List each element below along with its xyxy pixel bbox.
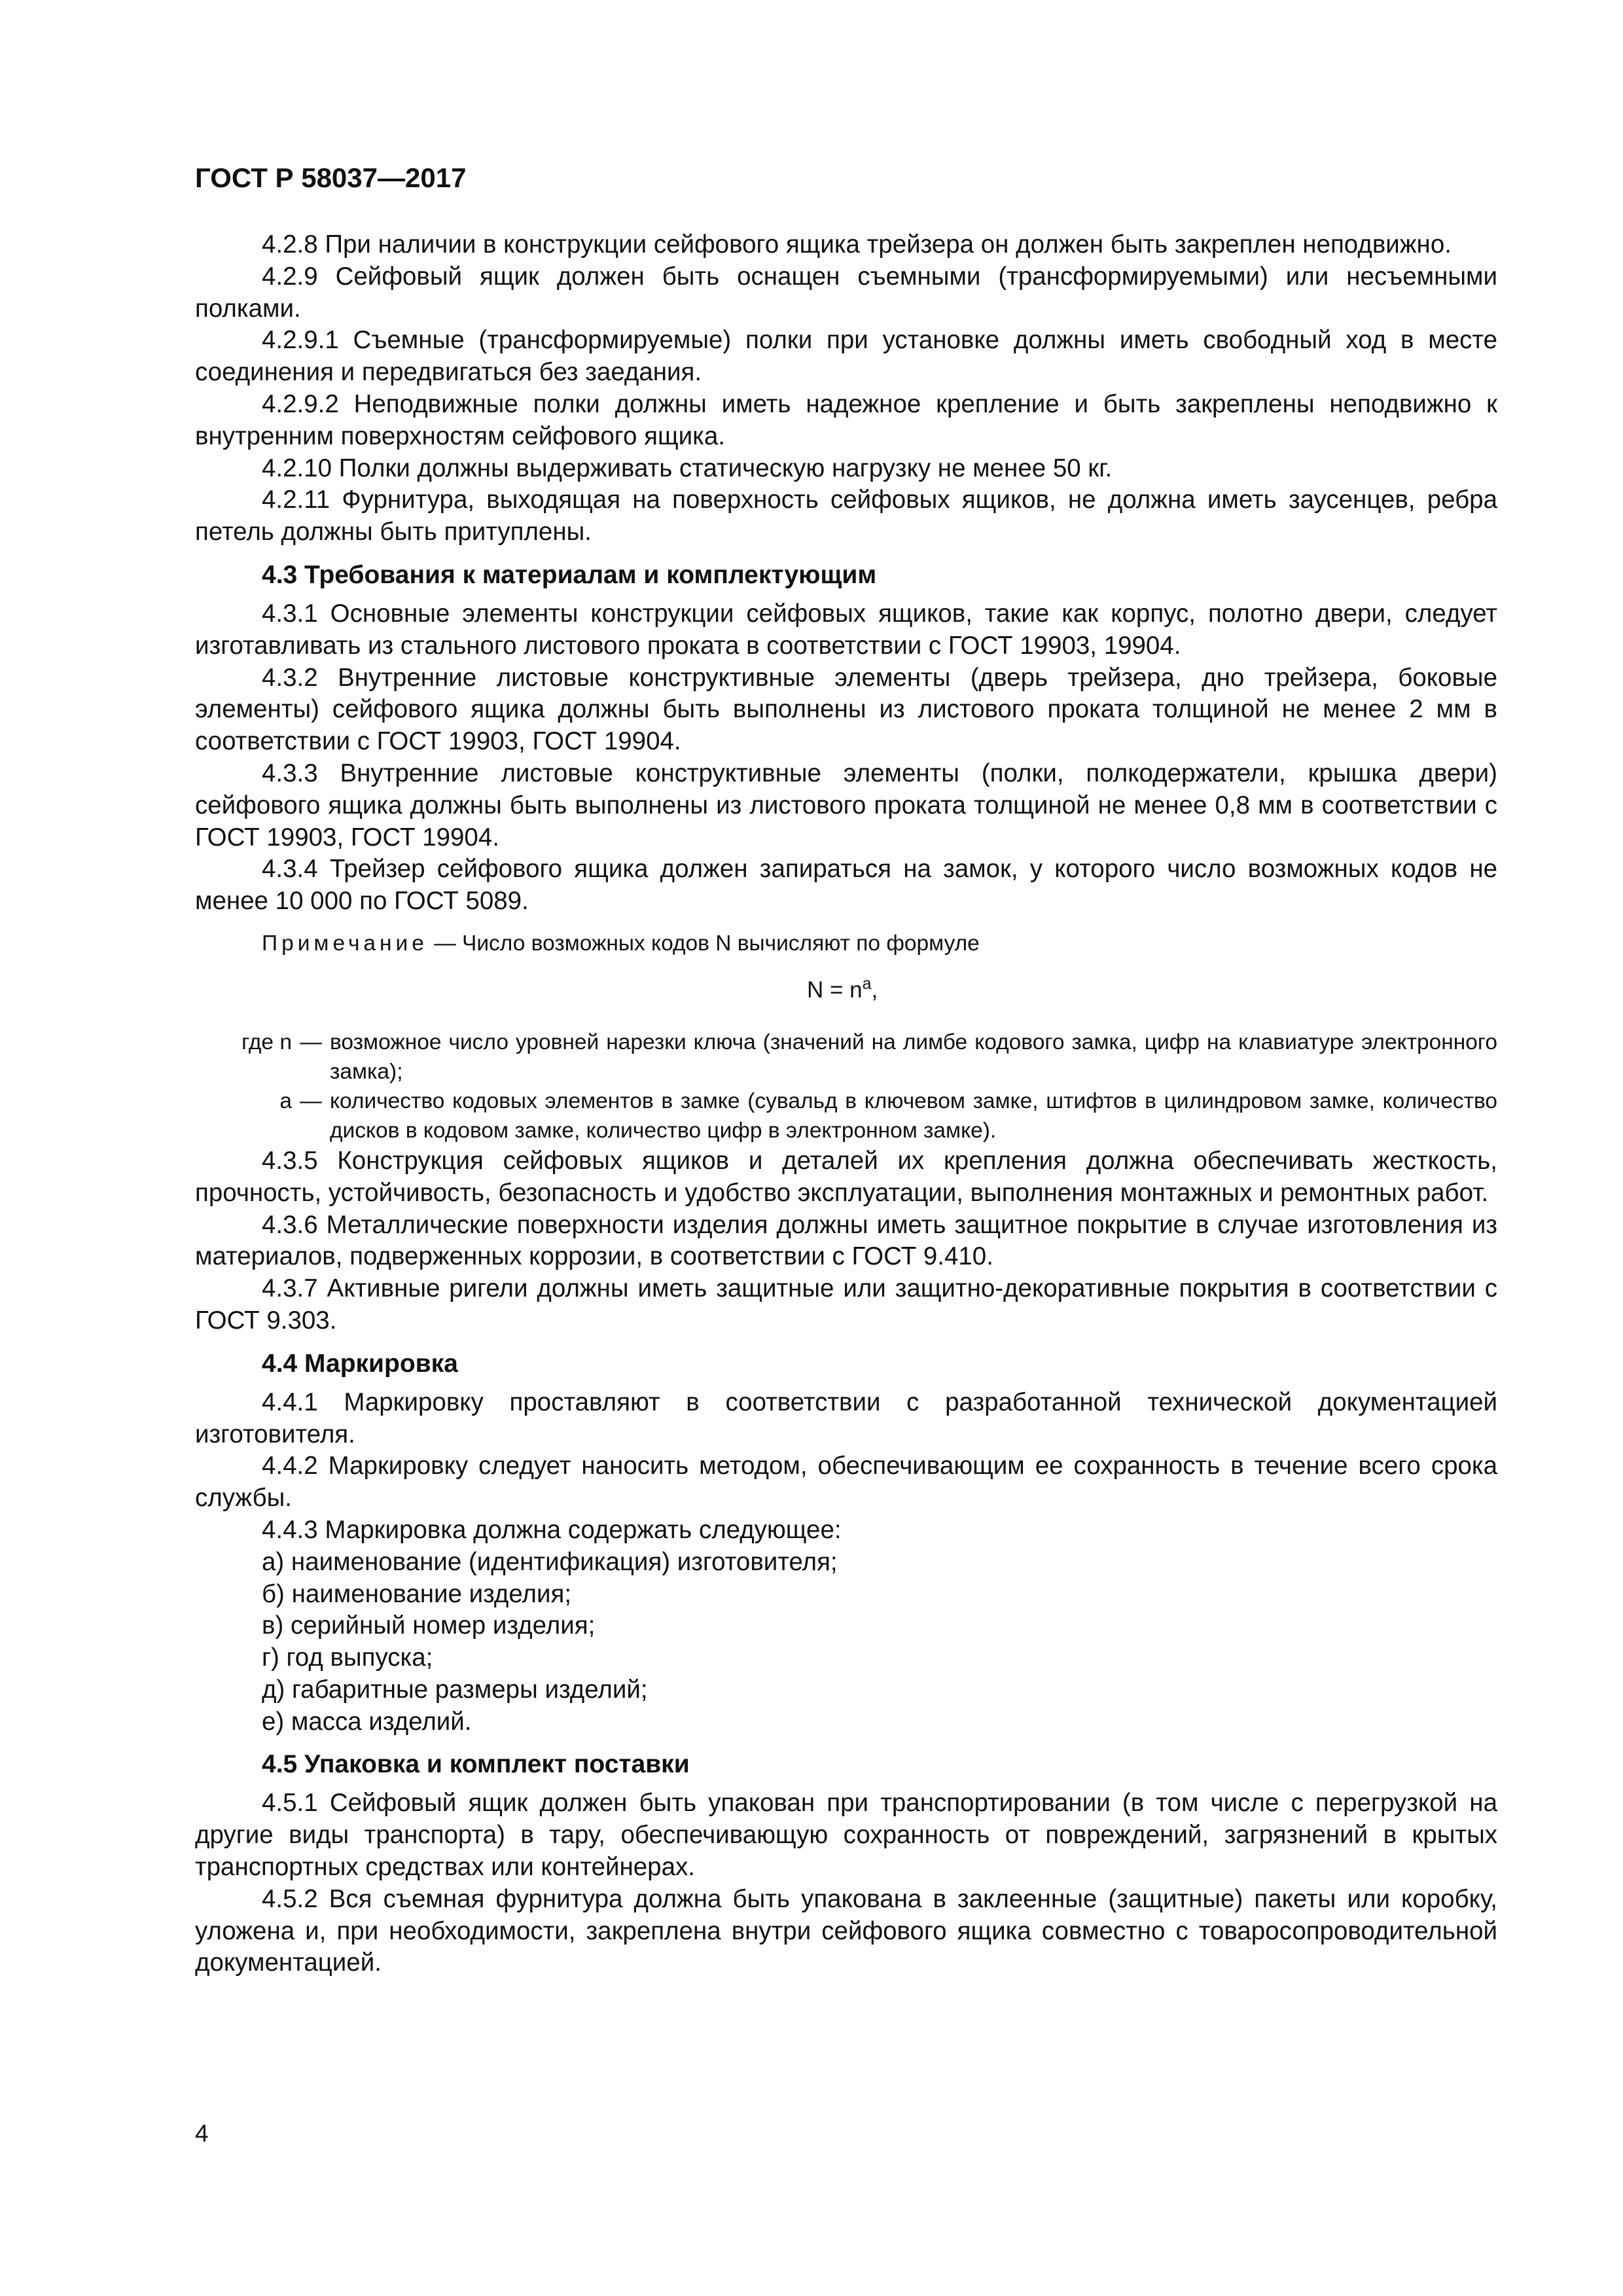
definition-text: возможное число уровней нарезки ключа (значений на лимбе кодового замка, цифр на клавиатуре электронного замка); — [330, 1030, 1497, 1084]
section-heading-4-5: 4.5 Упаковка и комплект поставки — [262, 1750, 690, 1779]
list-item: г) год выпуска; — [262, 1643, 433, 1672]
definition-term: где n — [241, 1030, 292, 1054]
definition-dash: — — [300, 1030, 322, 1054]
list-item: а) наименование (идентификация) изготовителя; — [262, 1547, 838, 1576]
paragraph-4-3-6: 4.3.6 Металлические поверхности изделия должны иметь защитное покрытие в случае изготовления из материалов, подверженных коррозии, в соответствии с ГОСТ 9.410. — [195, 1210, 1497, 1271]
page-number: 4 — [195, 2120, 209, 2147]
note — [195, 929, 1497, 958]
paragraph-4-2-9-2: 4.2.9.2 Неподвижные полки должны иметь надежное крепление и быть закреплены неподвижно к внутренним поверхностям сейфового ящика. — [195, 389, 1497, 450]
paragraph-4-2-9: 4.2.9 Сейфовый ящик должен быть оснащен съемными (трансформируемыми) или несъемными полками. — [195, 262, 1497, 323]
formula — [195, 975, 1497, 1005]
formula-exponent: a — [862, 974, 872, 993]
paragraph-4-3-2: 4.3.2 Внутренние листовые конструктивные элементы (дверь трейзера, дно трейзера, боковые элементы) сейфового ящика должны быть выполнены из листового проката толщиной не менее 2 мм в соответствии с ГОСТ 19903, ГОСТ 19904. — [195, 663, 1497, 756]
paragraph-4-2-9-1: 4.2.9.1 Съемные (трансформируемые) полки при установке должны иметь свободный ход в месте соединения и передвигаться без заедания. — [195, 326, 1497, 387]
list-item: е) масса изделий. — [262, 1707, 472, 1736]
formula-definitions — [195, 1028, 1497, 1145]
paragraph-4-5-2: 4.5.2 Вся съемная фурнитура должна быть упакована в заклеенные (защитные) пакеты или коробку, уложена и, при необходимости, закреплена внутри сейфового ящика совместно с товаросопроводительной документацией. — [195, 1884, 1497, 1977]
section-heading-4-4: 4.4 Маркировка — [262, 1349, 458, 1378]
paragraph-4-5-1: 4.5.1 Сейфовый ящик должен быть упакован при транспортировании (в том числе с перегрузкой на другие виды транспорта) в тару, обеспечивающую сохранность от повреждений, загрязнений в крытых транспортных средствах или контейнерах. — [195, 1789, 1497, 1882]
note-label: Примечание — [262, 931, 428, 956]
definition-a — [195, 1086, 1497, 1145]
note-text: — Число возможных кодов N вычисляют по формуле — [427, 931, 980, 956]
paragraph-4-3-4: 4.3.4 Трейзер сейфового ящика должен запираться на замок, у которого число возможных кодов не менее 10 000 по ГОСТ 5089. — [195, 855, 1497, 916]
list-item: д) габаритные размеры изделий; — [262, 1675, 648, 1704]
paragraph-4-3-5: 4.3.5 Конструкция сейфовых ящиков и деталей их крепления должна обеспечивать жесткость, прочность, устойчивость, безопасность и удобство эксплуатации, выполнения монтажных и ремонтных работ. — [195, 1146, 1497, 1207]
paragraph-4-3-7: 4.3.7 Активные ригели должны иметь защитные или защитно-декоративные покрытия в соответствии с ГОСТ 9.303. — [195, 1274, 1497, 1335]
list-item: в) серийный номер изделия; — [262, 1611, 596, 1640]
definition-term: a — [279, 1088, 292, 1113]
list-item: б) наименование изделия; — [262, 1579, 572, 1608]
standard-code-header: ГОСТ Р 58037—2017 — [195, 162, 467, 193]
paragraph-4-4-3: 4.4.3 Маркировка должна содержать следующее: — [262, 1515, 842, 1544]
definition-dash: — — [300, 1088, 322, 1113]
document-body — [195, 229, 1497, 1979]
section-heading-4-3: 4.3 Требования к материалам и комплектующим — [262, 560, 877, 589]
definition-n — [195, 1028, 1497, 1086]
formula-main: N = n — [807, 977, 863, 1003]
paragraph-4-3-3: 4.3.3 Внутренние листовые конструктивные элементы (полки, полкодержатели, крышка двери) сейфового ящика должны быть выполнены из листового проката толщиной не менее 0,8 мм в соответствии с ГОСТ 19903, ГОСТ 19904. — [195, 759, 1497, 852]
definition-text: количество кодовых элементов в замке (сувальд в ключевом замке, штифтов в цилиндровом замке, количество дисков в кодовом замке, количество цифр в электронном замке). — [330, 1088, 1497, 1143]
paragraph-4-4-1: 4.4.1 Маркировку проставляют в соответствии с разработанной технической документацией изготовителя. — [195, 1388, 1497, 1448]
paragraph-4-3-1: 4.3.1 Основные элементы конструкции сейфовых ящиков, такие как корпус, полотно двери, следует изготавливать из стального листового проката в соответствии с ГОСТ 19903, 19904. — [195, 599, 1497, 660]
paragraph-4-2-8: 4.2.8 При наличии в конструкции сейфового ящика трейзера он должен быть закреплен неподвижно. — [262, 230, 1452, 259]
paragraph-4-2-11: 4.2.11 Фурнитура, выходящая на поверхность сейфовых ящиков, не должна иметь заусенцев, ребра петель должны быть притуплены. — [195, 486, 1497, 547]
paragraph-4-4-2: 4.4.2 Маркировку следует наносить методом, обеспечивающим ее сохранность в течение всего срока службы. — [195, 1452, 1497, 1513]
paragraph-4-2-10: 4.2.10 Полки должны выдерживать статическую нагрузку не менее 50 кг. — [262, 454, 1113, 482]
formula-tail: , — [871, 977, 878, 1003]
